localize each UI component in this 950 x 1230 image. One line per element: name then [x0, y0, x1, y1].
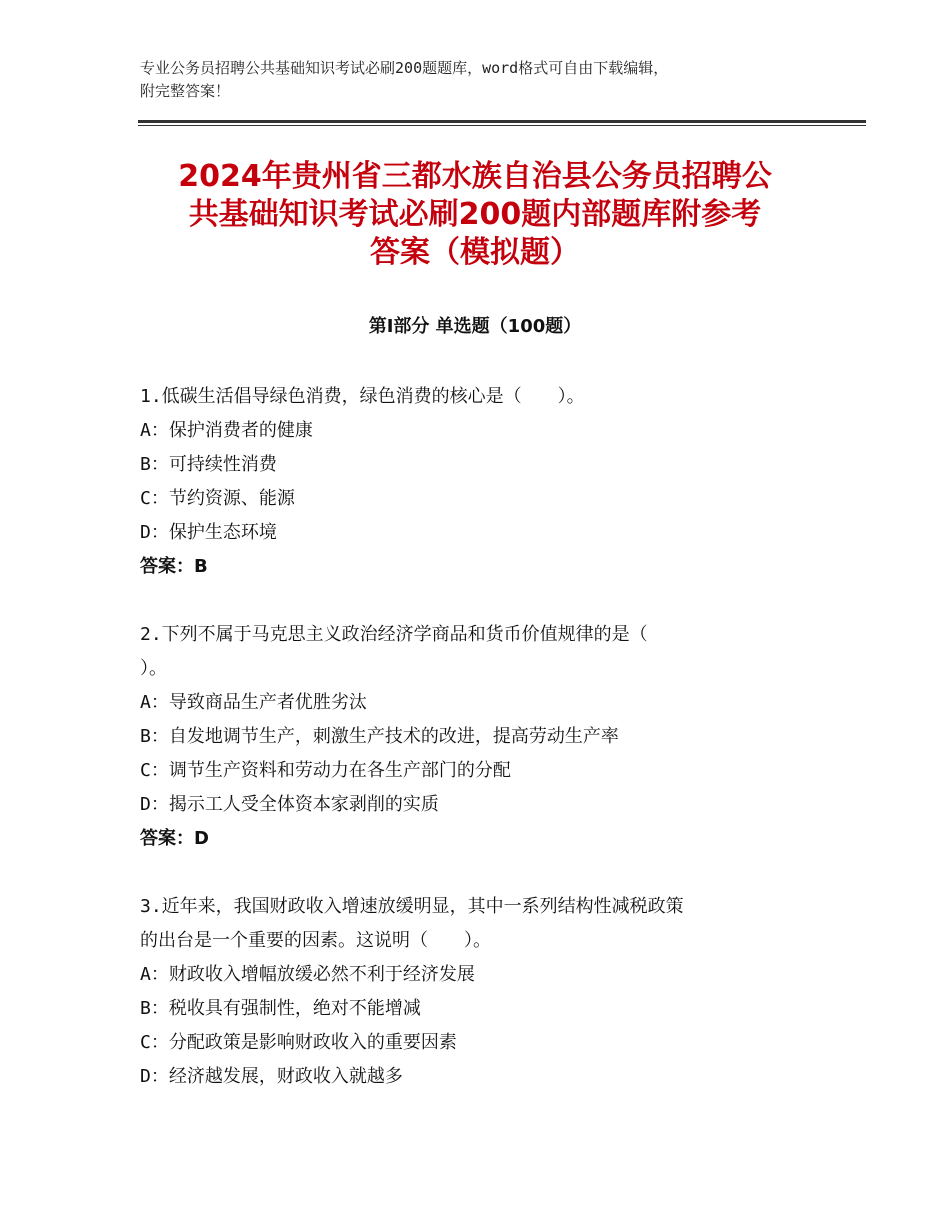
- question-stem-cont: ）。: [140, 658, 167, 679]
- option-d: D：经济越发展，财政收入就越多: [140, 1066, 403, 1087]
- option-d: D：保护生态环境: [140, 522, 277, 543]
- option-a: A：保护消费者的健康: [140, 420, 313, 441]
- option-c: C：节约资源、能源: [140, 488, 295, 509]
- document-title: [140, 158, 810, 272]
- question-stem-cont: 的出台是一个重要的因素。这说明（ ）。: [140, 930, 491, 951]
- section-heading: 第Ⅰ部分 单选题（100题）: [368, 316, 582, 337]
- question-2: [140, 618, 810, 856]
- title-line3: 答案（模拟题）: [370, 235, 580, 270]
- option-b: B：可持续性消费: [140, 454, 277, 475]
- option-c: C：调节生产资料和劳动力在各生产部门的分配: [140, 760, 511, 781]
- title-line1: 2024年贵州省三都水族自治县公务员招聘公: [178, 159, 772, 194]
- header-divider-thin: [138, 125, 866, 126]
- header-note: [140, 57, 840, 103]
- answer: 答案：B: [140, 556, 208, 577]
- header-note-line2: 附完整答案！: [140, 82, 231, 100]
- option-c: C：分配政策是影响财政收入的重要因素: [140, 1032, 457, 1053]
- header-note-line1: 专业公务员招聘公共基础知识考试必刷200题题库，word格式可自由下载编辑，: [140, 59, 669, 77]
- option-b: B：税收具有强制性，绝对不能增减: [140, 998, 421, 1019]
- question-stem: 1.低碳生活倡导绿色消费，绿色消费的核心是（ ）。: [140, 386, 585, 407]
- question-stem: 2.下列不属于马克思主义政治经济学商品和货币价值规律的是（: [140, 624, 648, 645]
- question-1: [140, 380, 810, 584]
- question-3: [140, 890, 810, 1094]
- answer: 答案：D: [140, 828, 209, 849]
- question-stem: 3.近年来，我国财政收入增速放缓明显，其中一系列结构性减税政策: [140, 896, 684, 917]
- option-a: A：导致商品生产者优胜劣汰: [140, 692, 367, 713]
- question-list: [140, 380, 810, 1128]
- header-divider-thick: [138, 120, 866, 123]
- option-d: D：揭示工人受全体资本家剥削的实质: [140, 794, 439, 815]
- option-b: B：自发地调节生产，刺激生产技术的改进，提高劳动生产率: [140, 726, 619, 747]
- option-a: A：财政收入增幅放缓必然不利于经济发展: [140, 964, 475, 985]
- title-line2: 共基础知识考试必刷200题内部题库附参考: [188, 197, 762, 232]
